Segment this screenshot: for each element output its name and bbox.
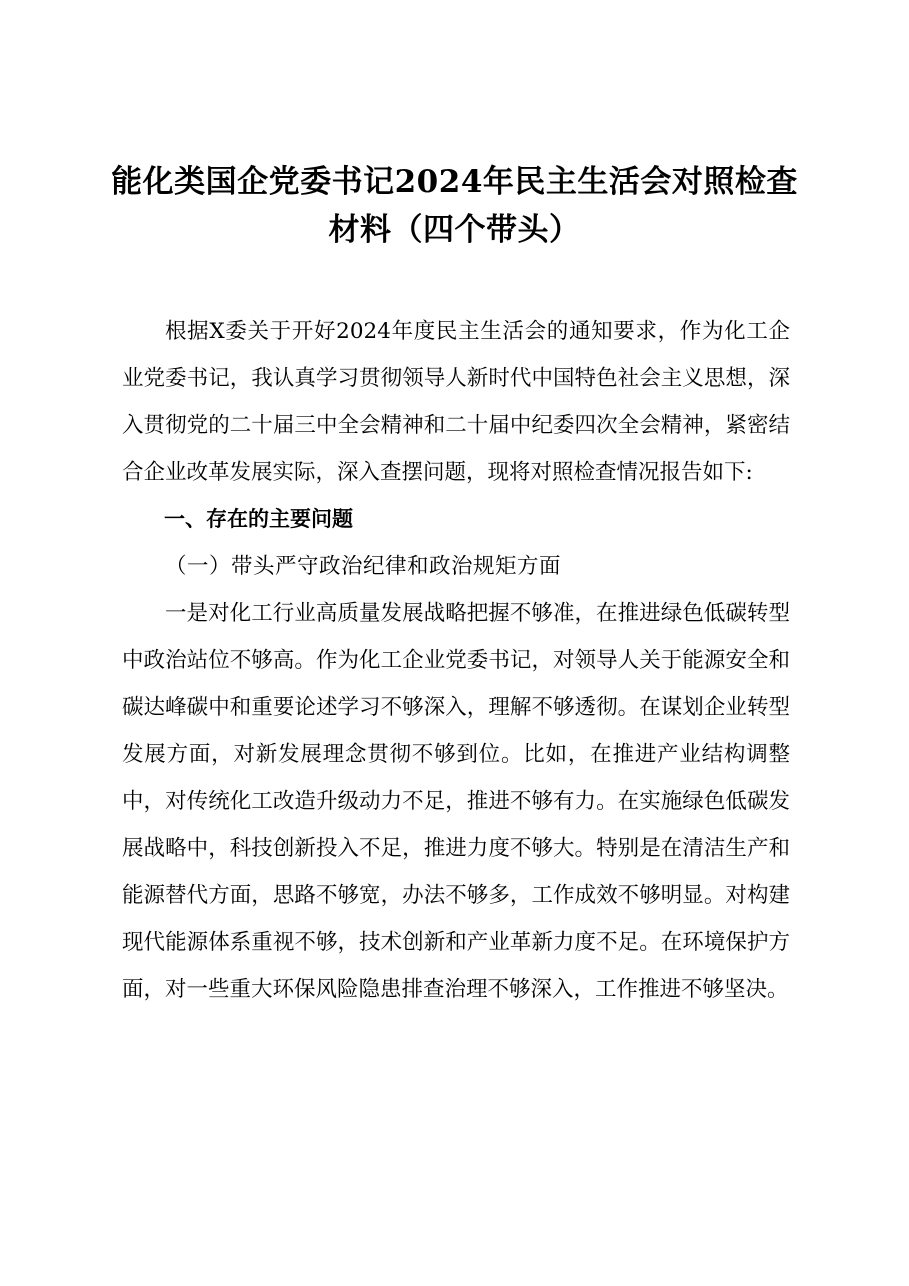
intro-paragraph: 根据X委关于开好2024年度民主生活会的通知要求，作为化工企业党委书记，我认真学习贯彻领导人新时代中国特色社会主义思想，深入贯彻党的二十届三中全会精神和二十届中纪委四次全会精神，紧密结合企业改革发展实际，深入查摆问题，现将对照检查情况报告如下:	[122, 319, 790, 485]
document-title: 能化类国企党委书记2024年民主生活会对照检查材料（四个带头）	[111, 164, 798, 248]
document-body	[122, 308, 790, 1013]
body-paragraph: 一是对化工行业高质量发展战略把握不够准，在推进绿色低碳转型中政治站位不够高。作为化工企业党委书记，对领导人关于能源安全和碳达峰碳中和重要论述学习不够深入，理解不够透彻。在谋划企业转型发展方面，对新发展理念贯彻不够到位。比如，在推进产业结构调整中，对传统化工改造升级动力不足，推进不够有力。在实施绿色低碳发展战略中，科技创新投入不足，推进力度不够大。特别是在清洁生产和能源替代方面，思路不够宽，办法不够多，工作成效不够明显。对构建现代能源体系重视不够，技术创新和产业革新力度不足。在环境保护方面，对一些重大环保风险隐患排查治理不够深入，工作推进不够坚决。	[122, 601, 790, 1002]
section-heading: 一、存在的主要问题	[164, 507, 353, 531]
subsection-heading: （一）带头严守政治纪律和政治规矩方面	[165, 554, 562, 579]
